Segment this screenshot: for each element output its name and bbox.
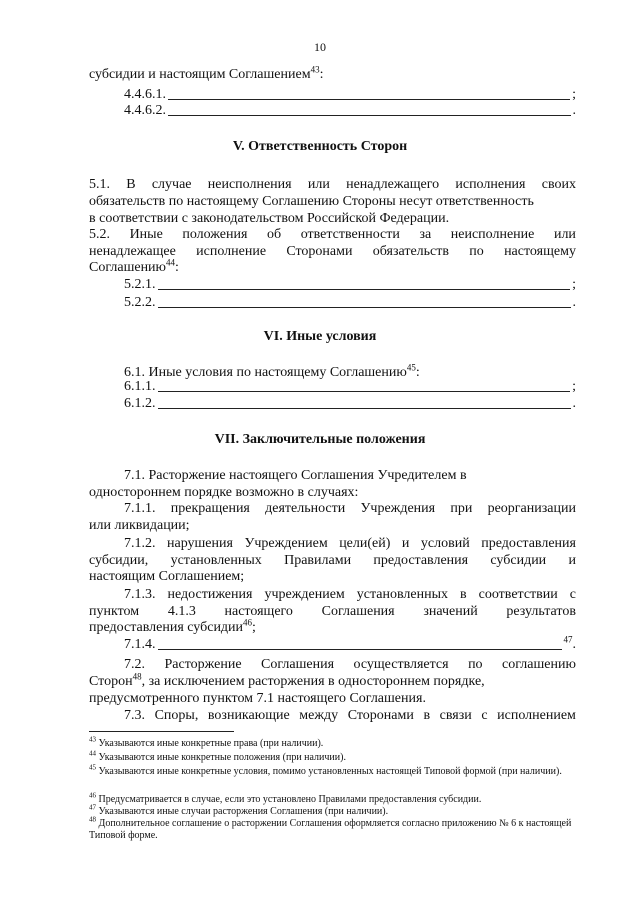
footnote-ref[interactable]: 45 xyxy=(406,362,416,373)
footnote-ref[interactable]: 47 xyxy=(563,634,573,645)
blank-field-612[interactable]: 6.1.2. . xyxy=(124,396,576,411)
footnote: $^{45}$ Указываются иные конкретные условия, помимо установленных настоящей Типовой формой (при наличии). xyxy=(89,763,562,777)
footnote-ref[interactable]: 48 xyxy=(132,671,142,682)
blank-field-4461[interactable]: 4.4.6.1. ; xyxy=(124,87,576,102)
page-number: 10 xyxy=(314,40,326,54)
blank-field-611[interactable]: 6.1.1. ; xyxy=(124,379,576,394)
blank-field-522[interactable]: 5.2.2. . xyxy=(124,295,576,310)
text-line: 7.2. Расторжение Соглашения осуществляется по соглашению xyxy=(124,657,576,672)
footnote: $^{43}$ Указываются иные конкретные права (при наличии). xyxy=(89,735,324,749)
text-line: настоящим Соглашением; xyxy=(89,569,245,584)
text-line: субсидии и настоящим Соглашением$^{43}$: xyxy=(89,64,324,82)
text-line: субсидии, установленных Правилами предоставления субсидии и xyxy=(89,553,576,568)
blank-field-4462[interactable]: 4.4.6.2. . xyxy=(124,103,576,118)
text-line: 7.1.3. недостижения учреждением установленных в соответствии с xyxy=(124,587,576,602)
text-line: предоставления субсидии$^{46}$; xyxy=(89,617,256,635)
blank-field-714[interactable]: 7.1.4. $^{47}$. xyxy=(124,634,576,652)
text-line: 7.1.2. нарушения Учреждением цели(ей) и условий предоставления xyxy=(124,536,576,551)
section-heading-vi: VI. Иные условия xyxy=(263,329,377,344)
text-line: 5.2. Иные положения об ответственности за неисполнение или xyxy=(89,227,576,242)
text-line: одностороннем порядке возможно в случаях: xyxy=(89,485,359,500)
footnote-ref[interactable]: 43 xyxy=(310,64,320,75)
text-line: 7.1.1. прекращения деятельности Учреждения при реорганизации xyxy=(124,501,576,516)
text-line: Сторон$^{48}$, за исключением расторжения в одностороннем порядке, xyxy=(89,671,485,689)
footnote-ref[interactable]: 46 xyxy=(243,617,253,628)
footnote: $^{47}$ Указываются иные случаи расторжения Соглашения (при наличии). xyxy=(89,803,389,817)
text-line: 5.1. В случае неисполнения или ненадлежащего исполнения своих xyxy=(89,177,576,192)
footnote-separator xyxy=(89,731,234,732)
footnote: $^{46}$ Предусматривается в случае, если это установлено Правилами предоставления субсидии. xyxy=(89,791,482,805)
blank-field-521[interactable]: 5.2.1. ; xyxy=(124,277,576,292)
footnote: $^{48}$ Дополнительное соглашение о расторжении Соглашения оформляется согласно приложению № 6 к настоящей Типовой форме. xyxy=(89,815,572,841)
section-heading-v: V. Ответственность Сторон xyxy=(232,139,408,154)
text-line: в соответствии с законодательством Российской Федерации. xyxy=(89,211,450,226)
text-line: предусмотренного пунктом 7.1 настоящего Соглашения. xyxy=(89,691,426,706)
text-line: 7.3. Споры, возникающие между Сторонами в связи с исполнением xyxy=(124,708,576,723)
text-line: 7.1. Расторжение настоящего Соглашения Учредителем в xyxy=(124,468,467,483)
text-line: пунктом 4.1.3 настоящего Соглашения значений результатов xyxy=(89,604,576,619)
footnote: $^{44}$ Указываются иные конкретные положения (при наличии). xyxy=(89,749,346,763)
section-heading-vii: VII. Заключительные положения xyxy=(214,432,426,447)
footnote-ref[interactable]: 44 xyxy=(166,257,176,268)
text-line: обязательств по настоящему Соглашению Стороны несут ответственность xyxy=(89,194,534,209)
text-line: или ликвидации; xyxy=(89,518,190,533)
text-line: 6.1. Иные условия по настоящему Соглашению$^{45}$: xyxy=(124,362,420,380)
text-line: ненадлежащее исполнение Сторонами обязательств по настоящему xyxy=(89,244,576,259)
text-line: Соглашению$^{44}$: xyxy=(89,257,179,275)
